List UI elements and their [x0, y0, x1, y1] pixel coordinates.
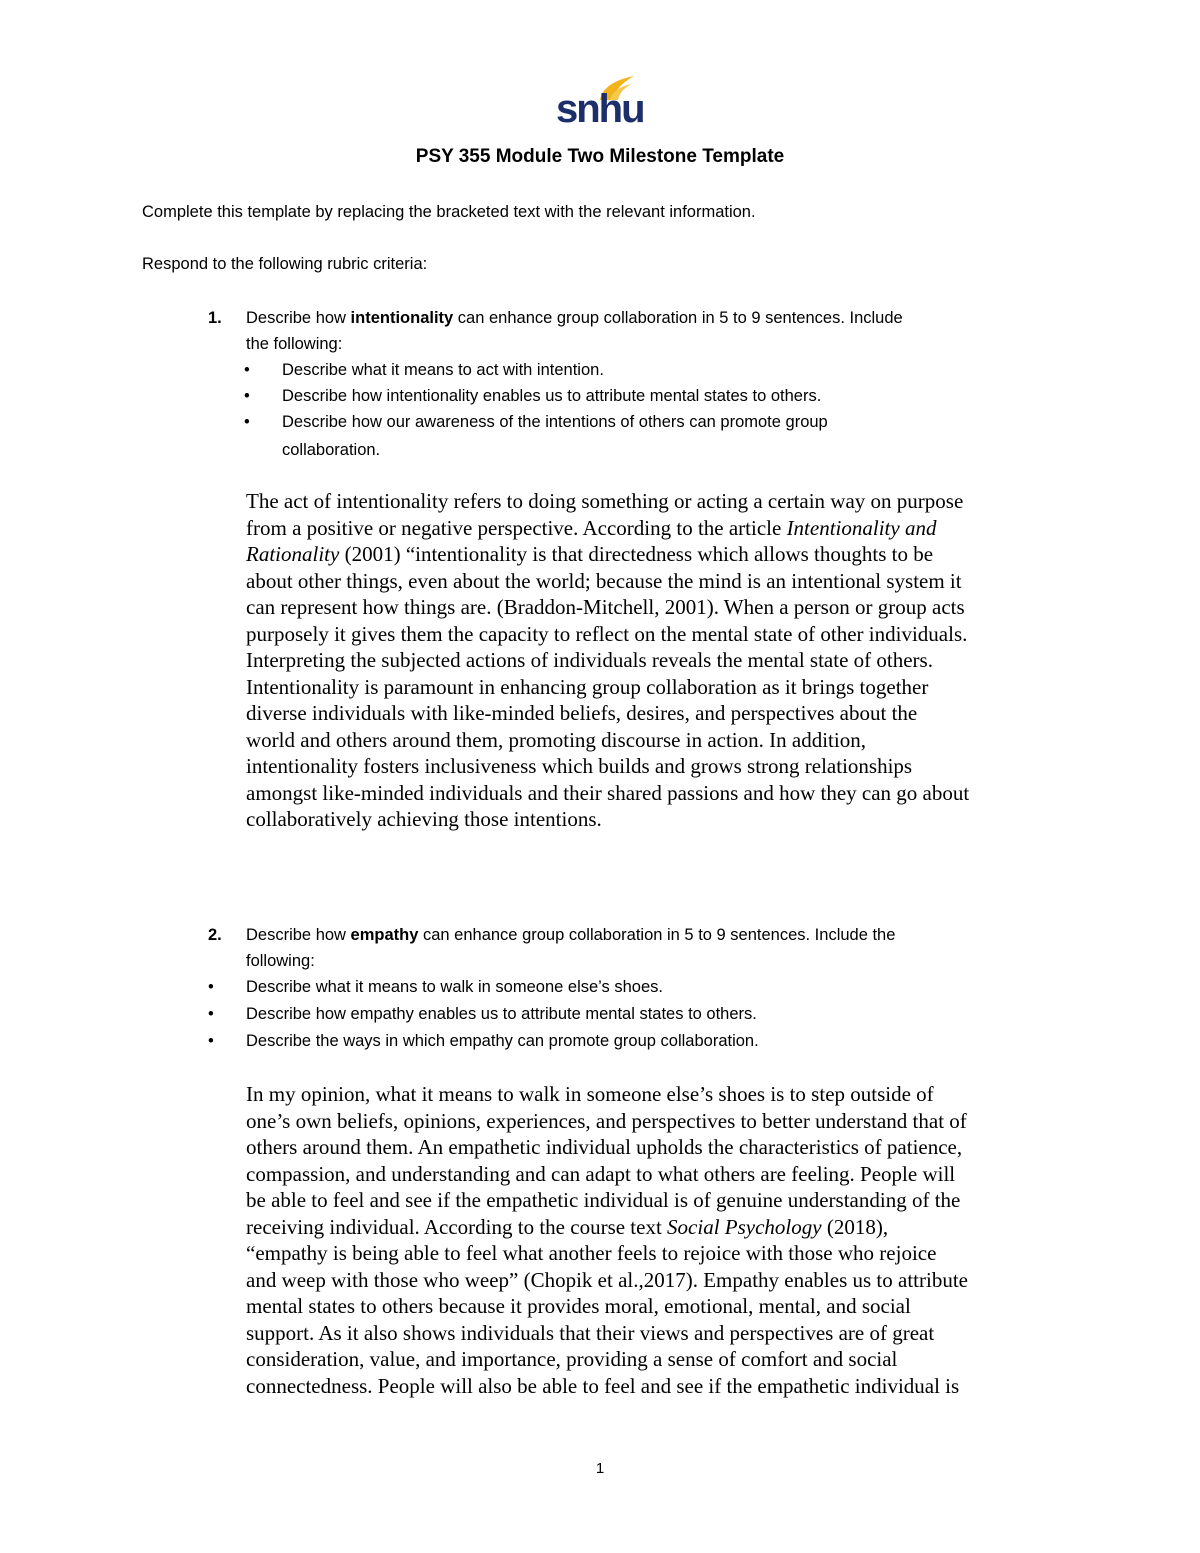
answer-text: from a positive or negative perspective. According to the article — [246, 515, 787, 540]
bullet-text: collaboration. — [282, 441, 381, 459]
question-text-part: can enhance group collaboration in 5 to 9 sentences. Include the — [418, 926, 896, 944]
article-title: Rationality — [246, 542, 340, 566]
answer-line — [246, 515, 969, 542]
intro-text: Complete this template by replacing the bracketed text with the relevant information. — [142, 203, 756, 221]
answer-line: support. As it also shows individuals that their views and perspectives are of great — [246, 1320, 935, 1345]
answer-line: about other things, even about the world; because the mind is an intentional system it — [246, 568, 962, 593]
answer-1 — [246, 488, 969, 833]
answer-line: purposely it gives them the capacity to reflect on the mental state of other individuals. — [246, 621, 968, 646]
logo-text: snhu — [556, 87, 644, 131]
answer-line: can represent how things are. (Braddon-Mitchell, 2001). When a person or group acts — [246, 595, 965, 619]
answer-line: collaboratively achieving those intentions. — [246, 807, 602, 831]
answer-line: compassion, and understanding and can adapt to what others are feeling. People will — [246, 1161, 956, 1186]
answer-text: (2001) “intentionality is that directedness which allows thoughts to be — [339, 542, 934, 566]
bullet-icon: • — [244, 387, 250, 405]
answer-2 — [246, 1081, 968, 1399]
bullet-text: Describe how our awareness of the intentions of others can promote group — [282, 413, 828, 431]
question-keyword: empathy — [350, 926, 419, 944]
answer-line: diverse individuals with like-minded beliefs, desires, and perspectives about the — [246, 701, 918, 725]
answer-line — [246, 1214, 968, 1241]
answer-text: receiving individual. According to the course text — [246, 1214, 668, 1239]
question-text — [246, 922, 895, 948]
answer-line: “empathy is being able to feel what another feels to rejoice with those who rejoice — [246, 1241, 937, 1265]
question-text-part: can enhance group collaboration in 5 to 9 sentences. Include — [453, 309, 903, 327]
answer-line: In my opinion, what it means to walk in someone else’s shoes is to step outside of — [246, 1082, 934, 1106]
bullet-icon: • — [208, 1032, 214, 1050]
bullet-icon: • — [208, 978, 214, 996]
document-title: PSY 355 Module Two Milestone Template — [415, 146, 785, 167]
answer-line: and weep with those who weep” (Chopik et al.,2017). Empathy enables us to attribute — [246, 1267, 968, 1292]
answer-text: (2018), — [821, 1214, 889, 1239]
answer-line: amongst like-minded individuals and their shared passions and how they can go about — [246, 780, 970, 805]
answer-line: consideration, value, and importance, providing a sense of comfort and social — [246, 1347, 898, 1371]
bullet-text: Describe how intentionality enables us to attribute mental states to others. — [282, 387, 822, 405]
answer-line: one’s own beliefs, opinions, experiences, and perspectives to better understand that of — [246, 1108, 967, 1133]
question-number: 2. — [208, 926, 222, 944]
answer-line: Intentionality is paramount in enhancing group collaboration as it brings together — [246, 674, 929, 699]
question-number: 1. — [208, 309, 222, 327]
snhu-logo — [556, 74, 644, 132]
bullet-text: Describe what it means to act with intention. — [282, 361, 604, 379]
question-text-line2: the following: — [246, 335, 343, 353]
question-text-part: Describe how — [246, 926, 351, 944]
page-number: 1 — [595, 1460, 605, 1477]
question-text-line2: following: — [246, 952, 315, 970]
bullet-text: Describe how empathy enables us to attribute mental states to others. — [246, 1005, 757, 1023]
answer-line — [246, 541, 969, 568]
answer-line: connectedness. People will also be able to feel and see if the empathetic individual is — [246, 1373, 960, 1398]
answer-line: mental states to others because it provides moral, emotional, mental, and social — [246, 1294, 911, 1318]
bullet-icon: • — [208, 1005, 214, 1023]
answer-line: others around them. An empathetic individual upholds the characteristics of patience, — [246, 1135, 963, 1159]
bullet-icon: • — [244, 361, 250, 379]
course-text-title: Social Psychology — [667, 1214, 822, 1239]
question-text — [246, 305, 903, 331]
answer-line: be able to feel and see if the empathetic individual is of genuine understanding of the — [246, 1188, 961, 1212]
answer-line: Interpreting the subjected actions of individuals reveals the mental state of others. — [246, 648, 933, 672]
answer-line: intentionality fosters inclusiveness which builds and grows strong relationships — [246, 754, 913, 778]
question-keyword: intentionality — [350, 309, 454, 327]
bullet-text: Describe what it means to walk in someone else’s shoes. — [246, 978, 663, 996]
respond-text: Respond to the following rubric criteria: — [142, 255, 428, 273]
answer-line: world and others around them, promoting discourse in action. In addition, — [246, 727, 866, 752]
question-text-part: Describe how — [246, 309, 351, 327]
bullet-icon: • — [244, 413, 250, 431]
article-title: Intentionality and — [786, 515, 937, 540]
bullet-text: Describe the ways in which empathy can promote group collaboration. — [246, 1032, 759, 1050]
answer-line: The act of intentionality refers to doing something or acting a certain way on purpose — [246, 489, 964, 513]
